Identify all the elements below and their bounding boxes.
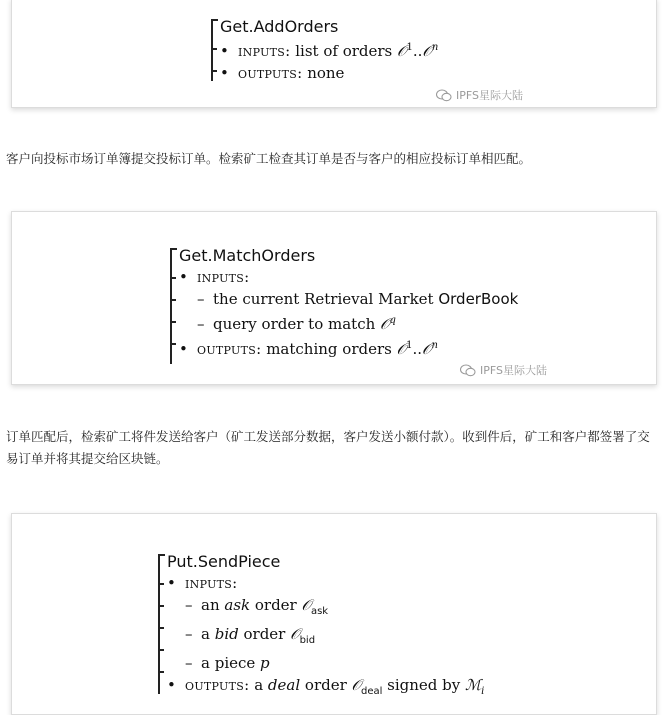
bracket-tick xyxy=(158,627,164,629)
bracket-tick xyxy=(158,671,164,673)
math-symbol: 𝒪 xyxy=(397,42,407,60)
input-item-text: order xyxy=(250,596,302,614)
input-item-text: a piece xyxy=(201,654,261,672)
math-symbol: 𝒪 xyxy=(396,340,407,358)
bracket-top xyxy=(170,248,177,250)
outputs-text: a xyxy=(249,676,268,694)
bracket-tick xyxy=(158,583,164,585)
input-item-emphasis: ask xyxy=(224,596,251,614)
math-symbol: 𝒪 xyxy=(301,596,311,614)
algorithm-card-send-piece xyxy=(11,513,657,715)
algorithm-card-add-orders xyxy=(11,0,657,108)
bracket-line xyxy=(211,19,213,81)
outputs-line xyxy=(179,335,610,360)
bullet: • xyxy=(167,676,176,694)
math-symbol: 𝒪 xyxy=(422,42,432,60)
math-symbol: 𝒪 xyxy=(380,315,390,333)
dash: – xyxy=(185,625,193,643)
superscript: 1 xyxy=(406,340,413,351)
inputs-label: inputs: xyxy=(197,268,250,286)
bracket-top xyxy=(158,554,165,556)
superscript: n xyxy=(431,340,438,351)
bullet: • xyxy=(220,42,229,60)
bracket-tick xyxy=(170,343,176,345)
algorithm-title: Get.MatchOrders xyxy=(179,246,316,265)
outputs-label: outputs: xyxy=(238,64,303,82)
input-item-keyword: OrderBook xyxy=(438,290,519,308)
algorithm-title: Get.AddOrders xyxy=(220,17,339,36)
algorithm-add-orders xyxy=(211,17,571,81)
outputs-emphasis: deal xyxy=(267,676,301,694)
wechat-logo-icon xyxy=(436,89,452,102)
superscript: n xyxy=(431,42,439,53)
dash: – xyxy=(185,596,193,614)
inputs-text: list of orders xyxy=(290,42,398,60)
bracket-line xyxy=(170,248,172,364)
bracket-tick xyxy=(211,48,217,50)
math-symbol: p xyxy=(260,654,270,672)
outputs-text: order xyxy=(300,676,352,694)
input-item xyxy=(167,623,598,652)
bullet: • xyxy=(167,574,176,592)
bullet: • xyxy=(179,340,188,358)
algorithm-send-piece xyxy=(158,552,598,697)
superscript: q xyxy=(389,315,396,326)
bullet: • xyxy=(179,268,188,286)
bracket-line xyxy=(158,554,160,694)
dash: – xyxy=(185,654,193,672)
input-item-text: query order to match xyxy=(213,315,381,333)
wechat-logo-icon xyxy=(460,364,476,377)
inputs-line xyxy=(179,266,610,288)
inputs-label: inputs: xyxy=(185,574,238,592)
paragraph-2: 订单匹配后，检索矿工将件发送给客户（矿工发送部分数据，客户发送小额付款）。收到件后，矿工和客户都签署了交易订单并将其提交给区块链。 xyxy=(6,429,650,466)
dash: – xyxy=(197,315,205,333)
bullet: • xyxy=(220,64,229,82)
algorithm-title: Put.SendPiece xyxy=(167,552,281,571)
dash: – xyxy=(197,290,205,308)
bracket-tick xyxy=(211,70,217,72)
dots: .. xyxy=(412,42,423,60)
inputs-label: inputs: xyxy=(238,42,291,60)
input-item xyxy=(167,594,598,623)
input-item-text: a xyxy=(201,625,215,643)
math-symbol: ℳ xyxy=(465,676,482,694)
bracket-tick xyxy=(170,299,176,301)
inputs-line xyxy=(167,572,598,594)
outputs-label: outputs: xyxy=(185,676,250,694)
dots: .. xyxy=(412,340,422,358)
paragraph-1: 客户向投标市场订单簿提交投标订单。检索矿工检查其订单是否与客户的相应投标订单相匹配。 xyxy=(6,151,532,166)
subscript: i xyxy=(481,686,485,697)
input-item-text: the current Retrieval Market xyxy=(213,290,439,308)
inputs-line xyxy=(220,37,571,62)
bracket-tick xyxy=(170,277,176,279)
bracket-tick xyxy=(170,321,176,323)
bracket-tick xyxy=(158,649,164,651)
math-symbol: 𝒪 xyxy=(290,625,300,643)
input-item-emphasis: bid xyxy=(214,625,239,643)
subscript: deal xyxy=(361,686,383,697)
outputs-line xyxy=(167,674,598,703)
algorithm-match-orders xyxy=(170,246,610,364)
outputs-label: outputs: xyxy=(197,340,262,358)
watermark xyxy=(436,87,523,103)
math-symbol: 𝒪 xyxy=(351,676,361,694)
input-item-text: an xyxy=(201,596,225,614)
subscript: ask xyxy=(310,606,329,617)
outputs-text: signed by xyxy=(382,676,466,694)
input-item xyxy=(179,310,610,335)
bracket-top xyxy=(211,19,218,21)
bracket-tick xyxy=(158,605,164,607)
watermark xyxy=(460,362,547,378)
outputs-text: none xyxy=(302,64,345,82)
watermark-text: IPFS星际大陆 xyxy=(480,364,547,377)
input-item xyxy=(167,652,598,674)
watermark-text: IPFS星际大陆 xyxy=(456,89,523,102)
input-item-text: order xyxy=(238,625,291,643)
outputs-text: matching orders xyxy=(261,340,397,358)
math-symbol: 𝒪 xyxy=(421,340,432,358)
subscript: bid xyxy=(299,635,316,646)
input-item xyxy=(179,288,610,310)
algorithm-card-match-orders xyxy=(11,211,657,385)
superscript: 1 xyxy=(406,42,413,53)
outputs-line xyxy=(220,62,571,84)
